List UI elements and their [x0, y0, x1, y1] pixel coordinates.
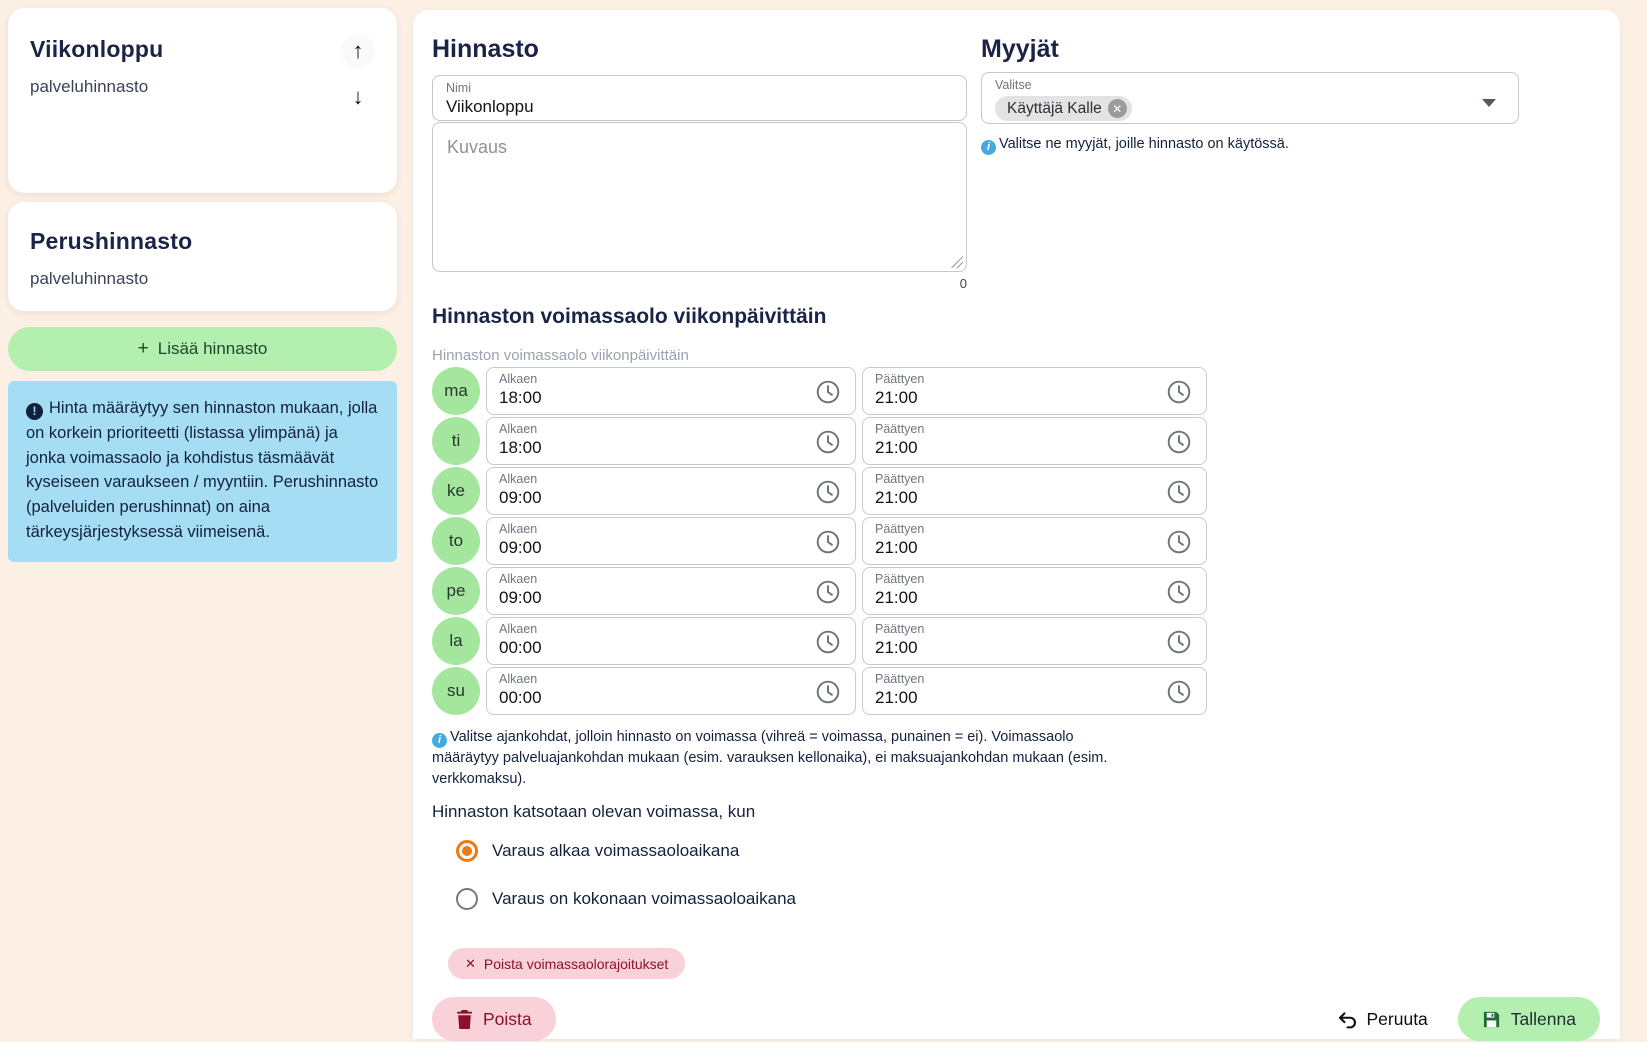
sellers-select-label: Valitse	[995, 78, 1032, 92]
validity-option[interactable]	[456, 840, 739, 862]
save-icon	[1482, 1010, 1501, 1029]
day-toggle[interactable]	[432, 617, 480, 665]
sellers-select[interactable]	[981, 72, 1519, 124]
name-field[interactable]	[432, 75, 967, 121]
end-time-value: 21:00	[875, 488, 918, 507]
validity-option-label: Varaus on kokonaan voimassaoloaikana	[492, 889, 796, 908]
end-time-field[interactable]	[862, 617, 1207, 665]
clock-icon[interactable]	[1166, 679, 1192, 705]
start-time-label: Alkaen	[499, 472, 538, 486]
end-time-field[interactable]	[862, 367, 1207, 415]
start-time-label: Alkaen	[499, 372, 538, 386]
weekday-row	[432, 617, 1207, 665]
pricelist-card-title: Perushinnasto	[30, 228, 193, 254]
weekday-section-sublabel: Hinnaston voimassaolo viikonpäivittäin	[432, 347, 689, 364]
start-time-label: Alkaen	[499, 522, 538, 536]
start-time-field[interactable]	[486, 467, 856, 515]
pricelist-card-perushinnasto[interactable]	[8, 202, 397, 311]
clock-icon[interactable]	[1166, 529, 1192, 555]
add-pricelist-label: Lisää hinnasto	[157, 339, 268, 358]
weekday-row	[432, 467, 1207, 515]
description-char-counter: 0	[959, 276, 967, 291]
weekday-row	[432, 517, 1207, 565]
end-time-label: Päättyen	[875, 472, 925, 486]
action-bar	[432, 996, 1600, 1042]
clock-icon[interactable]	[1166, 429, 1192, 455]
clock-icon[interactable]	[1166, 629, 1192, 655]
end-time-value: 21:00	[875, 638, 918, 657]
start-time-value: 18:00	[499, 388, 542, 407]
pricelist-card-subtitle: palveluhinnasto	[30, 269, 149, 288]
start-time-value: 09:00	[499, 588, 542, 607]
move-up-icon[interactable]: ↑	[341, 34, 375, 68]
sellers-help-text: Valitse ne myyjät, joille hinnasto on käytössä.	[999, 136, 1289, 152]
name-field-value: Viikonloppu	[446, 97, 534, 116]
plus-icon: +	[137, 338, 149, 359]
end-time-value: 21:00	[875, 688, 918, 707]
clock-icon[interactable]	[815, 679, 841, 705]
clock-icon[interactable]	[1166, 479, 1192, 505]
start-time-value: 18:00	[499, 438, 542, 457]
clock-icon[interactable]	[815, 529, 841, 555]
validity-heading: Hinnaston katsotaan olevan voimassa, kun	[432, 802, 756, 821]
start-time-label: Alkaen	[499, 622, 538, 636]
pricelist-card-subtitle: palveluhinnasto	[30, 77, 149, 96]
radio-icon[interactable]	[456, 888, 478, 910]
end-time-value: 21:00	[875, 588, 918, 607]
weekday-help-text: Valitse ajankohdat, jolloin hinnasto on voimassa (vihreä = voimassa, punainen = ei). Voimassaolo määräytyy palveluajankohdan mukaan (esim. varauksen kellonaika), ei maksuajankohdan mukaan (esim. verkkomaksu).	[432, 729, 1108, 788]
day-label: la	[449, 631, 463, 650]
end-time-value: 21:00	[875, 538, 918, 557]
start-time-field[interactable]	[486, 667, 856, 715]
clock-icon[interactable]	[815, 379, 841, 405]
chip-remove-icon[interactable]: ✕	[1108, 99, 1127, 118]
end-time-label: Päättyen	[875, 422, 925, 436]
start-time-field[interactable]	[486, 617, 856, 665]
clock-icon[interactable]	[815, 479, 841, 505]
priority-info-text: Hinta määräytyy sen hinnaston mukaan, jolla on korkein prioriteetti (listassa ylimpänä) ja jonka voimassaolo ja kohdistus täsmäävät kyseiseen varaukseen / myyntiin. Perushinnasto (palveluiden perushinnat) on aina tärkeysjärjestyksessä viimeisenä.	[26, 399, 379, 541]
end-time-label: Päättyen	[875, 372, 925, 386]
start-time-field[interactable]	[486, 567, 856, 615]
close-icon: ✕	[465, 955, 476, 971]
day-label: pe	[446, 581, 466, 600]
seller-chip	[995, 96, 1132, 121]
pricelist-editor-panel	[413, 10, 1620, 1039]
delete-label: Poista	[483, 1008, 532, 1029]
day-label: ma	[444, 381, 468, 400]
delete-button[interactable]	[432, 997, 556, 1041]
clock-icon[interactable]	[815, 629, 841, 655]
weekday-section-title: Hinnaston voimassaolo viikonpäivittäin	[432, 305, 827, 328]
day-toggle[interactable]	[432, 367, 480, 415]
cancel-label: Peruuta	[1366, 1008, 1428, 1029]
pricelist-card-title: Viikonloppu	[30, 36, 164, 62]
weekday-rows	[432, 367, 1207, 717]
end-time-label: Päättyen	[875, 572, 925, 586]
end-time-value: 21:00	[875, 438, 918, 457]
save-label: Tallenna	[1510, 1008, 1576, 1029]
start-time-field[interactable]	[486, 517, 856, 565]
weekday-row	[432, 567, 1207, 615]
description-textarea[interactable]	[432, 122, 967, 272]
end-time-field[interactable]	[862, 567, 1207, 615]
day-label: ti	[451, 431, 461, 450]
add-pricelist-button[interactable]	[8, 327, 397, 371]
seller-chip-label: Käyttäjä Kalle	[1007, 99, 1102, 117]
day-label: su	[447, 681, 465, 700]
trash-icon	[456, 1010, 473, 1029]
cancel-button[interactable]	[1337, 1009, 1428, 1030]
save-button[interactable]	[1458, 997, 1600, 1041]
clock-icon[interactable]	[815, 579, 841, 605]
start-time-value: 09:00	[499, 538, 542, 557]
end-time-field[interactable]	[862, 517, 1207, 565]
start-time-field[interactable]	[486, 367, 856, 415]
remove-restrictions-button[interactable]	[448, 948, 685, 979]
start-time-label: Alkaen	[499, 422, 538, 436]
start-time-value: 00:00	[499, 638, 542, 657]
description-placeholder: Kuvaus	[447, 137, 508, 157]
priority-info-box	[8, 381, 397, 562]
start-time-field[interactable]	[486, 417, 856, 465]
pricelist-card-viikonloppu[interactable]	[8, 8, 397, 193]
day-label: ke	[447, 481, 465, 500]
sellers-title: Myyjät	[981, 35, 1059, 63]
day-toggle[interactable]	[432, 667, 480, 715]
end-time-label: Päättyen	[875, 672, 925, 686]
validity-option-label: Varaus alkaa voimassaoloaikana	[492, 841, 740, 860]
alert-icon: !	[26, 403, 43, 420]
start-time-value: 09:00	[499, 488, 542, 507]
day-toggle[interactable]	[432, 467, 480, 515]
weekday-row	[432, 667, 1207, 715]
end-time-value: 21:00	[875, 388, 918, 407]
remove-restrictions-label: Poista voimassaolorajoitukset	[483, 955, 669, 972]
day-label: to	[448, 531, 464, 550]
page-title: Hinnasto	[432, 35, 539, 63]
end-time-field[interactable]	[862, 417, 1207, 465]
start-time-label: Alkaen	[499, 572, 538, 586]
info-icon: i	[432, 733, 447, 748]
chevron-down-icon[interactable]	[1482, 99, 1496, 107]
end-time-field[interactable]	[862, 467, 1207, 515]
start-time-value: 00:00	[499, 688, 542, 707]
clock-icon[interactable]	[1166, 379, 1192, 405]
day-toggle[interactable]	[432, 517, 480, 565]
day-toggle[interactable]	[432, 417, 480, 465]
undo-icon	[1337, 1009, 1358, 1030]
start-time-label: Alkaen	[499, 672, 538, 686]
clock-icon[interactable]	[1166, 579, 1192, 605]
priority-arrows	[341, 34, 375, 114]
sellers-help	[981, 134, 1289, 155]
end-time-label: Päättyen	[875, 522, 925, 536]
weekday-row	[432, 417, 1207, 465]
end-time-label: Päättyen	[875, 622, 925, 636]
resize-handle[interactable]	[951, 256, 963, 268]
name-field-label: Nimi	[446, 81, 471, 95]
move-down-icon[interactable]: ↓	[352, 84, 364, 109]
day-toggle[interactable]	[432, 567, 480, 615]
weekday-help	[432, 727, 1134, 791]
end-time-field[interactable]	[862, 667, 1207, 715]
clock-icon[interactable]	[815, 429, 841, 455]
radio-icon[interactable]	[456, 840, 478, 862]
info-icon: i	[981, 140, 996, 155]
validity-option[interactable]	[456, 888, 796, 910]
weekday-row	[432, 367, 1207, 415]
